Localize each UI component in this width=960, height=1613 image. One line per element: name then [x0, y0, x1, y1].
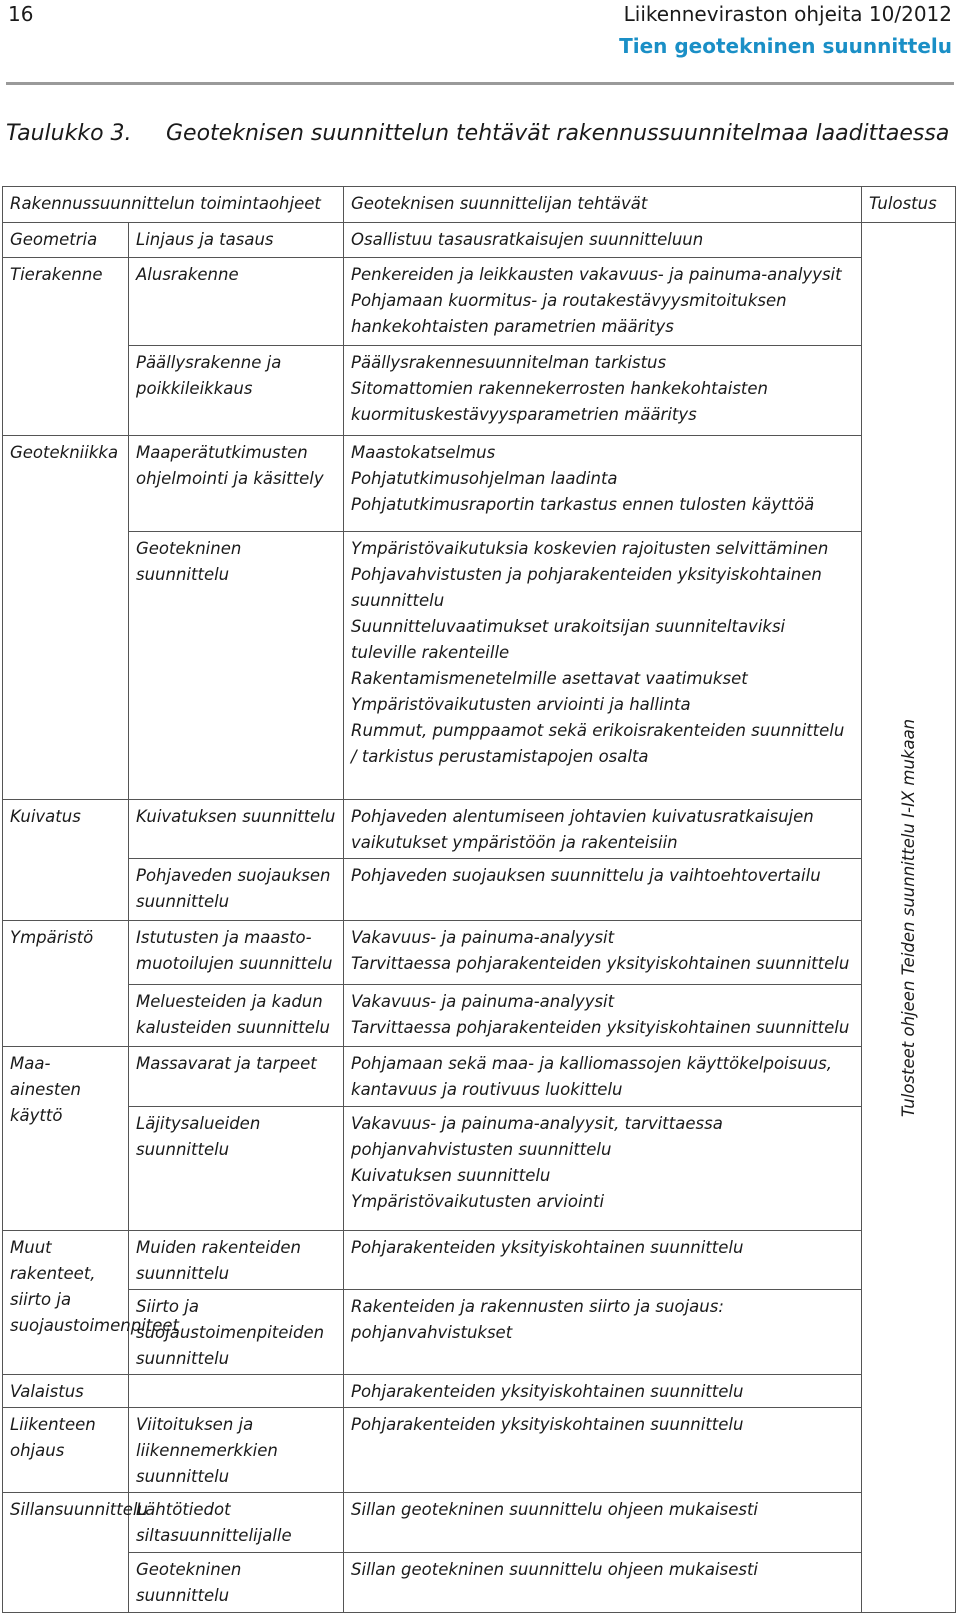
- task-item: Rakenteiden ja rakennusten siirto ja suojaus: pohjanvahvistukset: [351, 1297, 724, 1342]
- tasks-cell: [344, 223, 862, 258]
- tasks-cell: [344, 532, 862, 800]
- task-item: Osallistuu tasausratkaisujen suunnitteluun: [351, 230, 704, 249]
- category-cell: Maa-ainesten käyttö: [3, 1047, 129, 1231]
- task-item: Pohjamaan kuormitus- ja routakestävyysmitoituksen hankekohtaisten parametrien määritys: [351, 291, 787, 336]
- table-row: [3, 921, 956, 985]
- task-item: Pohjaveden suojauksen suunnittelu ja vaihtoehtovertailu: [351, 866, 821, 885]
- subcategory-cell: Geotekninen suunnittelu: [129, 532, 344, 800]
- category-cell: Geotekniikka: [3, 436, 129, 800]
- task-item: Kuivatuksen suunnittelu: [351, 1166, 551, 1185]
- category-cell: Liikenteen ohjaus: [3, 1408, 129, 1493]
- header-tasks: Geoteknisen suunnittelijan tehtävät: [344, 187, 862, 223]
- subcategory-cell: Muiden rakenteiden suunnittelu: [129, 1231, 344, 1290]
- subcategory-cell: Meluesteiden ja kadun kalusteiden suunnittelu: [129, 985, 344, 1047]
- task-item: Pohjarakenteiden yksityiskohtainen suunnittelu: [351, 1382, 744, 1401]
- tasks-cell: [344, 1231, 862, 1290]
- task-item: Sillan geotekninen suunnittelu ohjeen mukaisesti: [351, 1560, 759, 1579]
- output-cell: [862, 223, 956, 1613]
- subcategory-cell: Alusrakenne: [129, 258, 344, 346]
- task-item: Ympäristövaikutusten arviointi ja hallinta: [351, 695, 691, 714]
- task-item: Sillan geotekninen suunnittelu ohjeen mukaisesti: [351, 1500, 759, 1519]
- table-row: [3, 223, 956, 258]
- header-output: Tulostus: [862, 187, 956, 223]
- table-row: [3, 346, 956, 436]
- subcategory-cell: Maaperätutkimusten ohjelmointi ja käsittely: [129, 436, 344, 532]
- publication-title: Tien geotekninen suunnittelu: [619, 34, 952, 58]
- subcategory-cell: Siirto ja suojaustoimenpiteiden suunnittelu: [129, 1290, 344, 1375]
- subcategory-cell: Kuivatuksen suunnittelu: [129, 800, 344, 859]
- subcategory-cell: Linjaus ja tasaus: [129, 223, 344, 258]
- task-item: Pohjavahvistusten ja pohjarakenteiden yksityiskohtainen suunnittelu: [351, 565, 822, 610]
- task-item: Rakentamismenetelmille asettavat vaatimukset: [351, 669, 748, 688]
- tasks-cell: [344, 1290, 862, 1375]
- subcategory-cell: Viitoituksen ja liikennemerkkien suunnittelu: [129, 1408, 344, 1493]
- task-item: Ympäristövaikutusten arviointi: [351, 1192, 605, 1211]
- task-item: Ympäristövaikutuksia koskevien rajoitusten selvittäminen: [351, 539, 829, 558]
- category-cell: Kuivatus: [3, 800, 129, 921]
- table-header-row: [3, 187, 956, 223]
- task-item: Suunnitteluvaatimukset urakoitsijan suunniteltaviksi tuleville rakenteille: [351, 617, 786, 662]
- task-item: Pohjamaan sekä maa- ja kalliomassojen käyttökelpoisuus, kantavuus ja routivuus luokittelu: [351, 1054, 832, 1099]
- table-row: [3, 985, 956, 1047]
- tasks-cell: [344, 1493, 862, 1553]
- category-cell: Tierakenne: [3, 258, 129, 436]
- header-instructions: Rakennussuunnittelun toimintaohjeet: [3, 187, 344, 223]
- category-cell: Valaistus: [3, 1375, 129, 1408]
- tasks-cell: [344, 800, 862, 859]
- table-row: [3, 1107, 956, 1231]
- table-row: [3, 436, 956, 532]
- tasks-cell: [344, 1408, 862, 1493]
- table-row: [3, 800, 956, 859]
- table-row: [3, 258, 956, 346]
- task-item: Tarvittaessa pohjarakenteiden yksityiskohtainen suunnittelu: [351, 1018, 850, 1037]
- task-item: Sitomattomien rakennekerrosten hankekohtaisten kuormituskestävyysparametrien määritys: [351, 379, 769, 424]
- table-row: [3, 532, 956, 800]
- header-divider: [6, 82, 954, 85]
- subcategory-cell: Läjitysalueiden suunnittelu: [129, 1107, 344, 1231]
- tasks-cell: [344, 1375, 862, 1408]
- category-cell: Geometria: [3, 223, 129, 258]
- task-item: Pohjarakenteiden yksityiskohtainen suunnittelu: [351, 1238, 744, 1257]
- category-cell: Ympäristö: [3, 921, 129, 1047]
- publication-series: Liikenneviraston ohjeita 10/2012: [623, 2, 952, 26]
- task-item: Pohjaveden alentumiseen johtavien kuivatusratkaisujen vaikutukset ympäristöön ja rakenteisiin: [351, 807, 814, 852]
- category-cell: Sillansuunnittelu: [3, 1493, 129, 1613]
- subcategory-cell: [129, 1375, 344, 1408]
- table-caption: [6, 121, 949, 146]
- table-row: [3, 1408, 956, 1493]
- task-item: Pohjatutkimusraportin tarkastus ennen tulosten käyttöä: [351, 495, 815, 514]
- output-text: Tulosteet ohjeen Teiden suunnittelu I-IX mukaan: [898, 718, 918, 1117]
- table-row: [3, 1290, 956, 1375]
- tasks-cell: [344, 1553, 862, 1613]
- task-item: Tarvittaessa pohjarakenteiden yksityiskohtainen suunnittelu: [351, 954, 850, 973]
- tasks-cell: [344, 1047, 862, 1107]
- task-item: Vakavuus- ja painuma-analyysit: [351, 992, 615, 1011]
- task-item: Rummut, pumppaamot sekä erikoisrakenteiden suunnittelu / tarkistus perustamistapojen osalta: [351, 721, 845, 766]
- table-row: [3, 1493, 956, 1553]
- subcategory-cell: Massavarat ja tarpeet: [129, 1047, 344, 1107]
- subcategory-cell: Istutusten ja maasto-muotoilujen suunnittelu: [129, 921, 344, 985]
- table-row: [3, 1231, 956, 1290]
- tasks-cell: [344, 859, 862, 921]
- table-row: [3, 1553, 956, 1613]
- table-row: [3, 1375, 956, 1408]
- tasks-cell: [344, 1107, 862, 1231]
- task-item: Pohjarakenteiden yksityiskohtainen suunnittelu: [351, 1415, 744, 1434]
- tasks-cell: [344, 436, 862, 532]
- task-item: Päällysrakennesuunnitelman tarkistus: [351, 353, 667, 372]
- task-item: Vakavuus- ja painuma-analyysit: [351, 928, 615, 947]
- table-caption-text: Geoteknisen suunnittelun tehtävät rakennussuunnitelmaa laadittaessa: [166, 121, 950, 146]
- subcategory-cell: Pohjaveden suojauksen suunnittelu: [129, 859, 344, 921]
- tasks-cell: [344, 985, 862, 1047]
- tasks-cell: [344, 921, 862, 985]
- task-item: Vakavuus- ja painuma-analyysit, tarvittaessa pohjanvahvistusten suunnittelu: [351, 1114, 723, 1159]
- subcategory-cell: Lähtötiedot siltasuunnittelijalle: [129, 1493, 344, 1553]
- tasks-cell: [344, 346, 862, 436]
- subcategory-cell: Päällysrakenne ja poikkileikkaus: [129, 346, 344, 436]
- task-item: Maastokatselmus: [351, 443, 496, 462]
- table-row: [3, 859, 956, 921]
- table-caption-label: Taulukko 3.: [6, 121, 132, 146]
- task-item: Pohjatutkimusohjelman laadinta: [351, 469, 618, 488]
- subcategory-cell: Geotekninen suunnittelu: [129, 1553, 344, 1613]
- task-item: Penkereiden ja leikkausten vakavuus- ja painuma-analyysit: [351, 265, 842, 284]
- page-number: 16: [8, 2, 34, 26]
- tasks-cell: [344, 258, 862, 346]
- category-cell: Muut rakenteet, siirto ja suojaustoimenpiteet: [3, 1231, 129, 1375]
- tasks-table: [2, 186, 956, 1613]
- table-row: [3, 1047, 956, 1107]
